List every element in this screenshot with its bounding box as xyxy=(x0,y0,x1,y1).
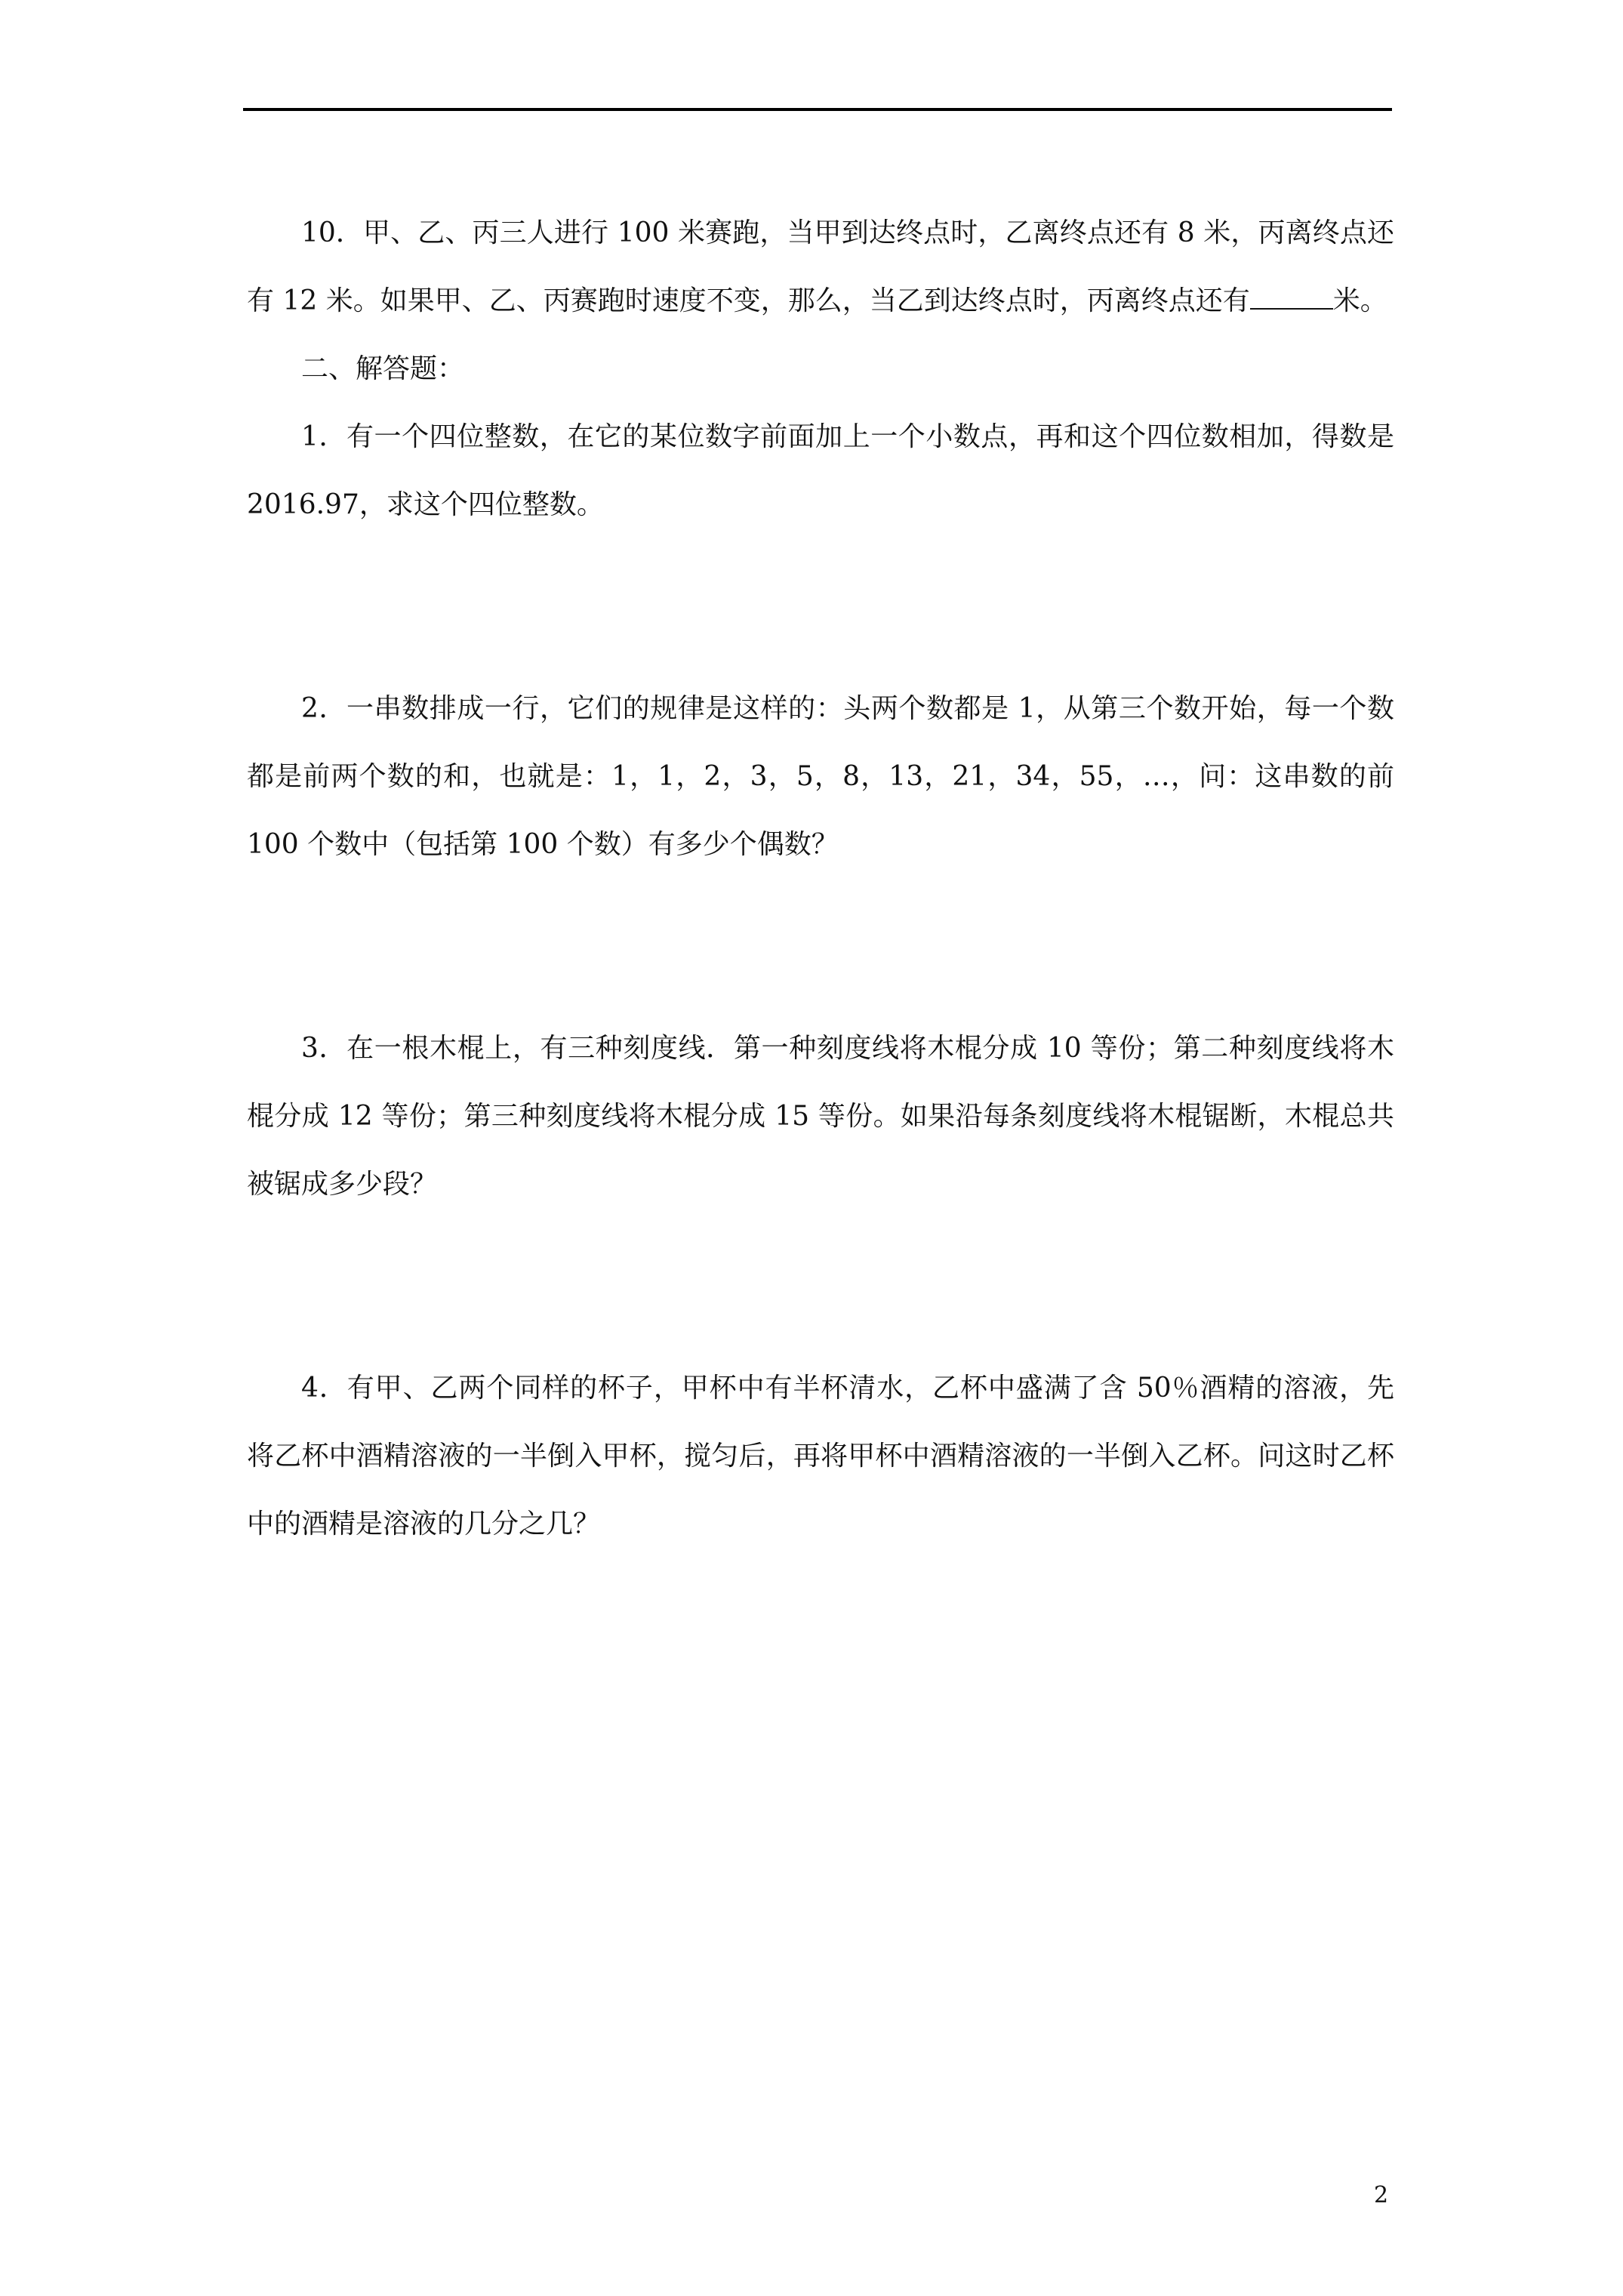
question-2: 2．一串数排成一行，它们的规律是这样的：头两个数都是 1，从第三个数开始，每一个数都是前两个数的和，也就是：1，1，2，3，5，8，13，21，34，55，…，问：这串数的前 100 个数中（包括第 100 个数）有多少个偶数？ xyxy=(247,693,1394,860)
answer-space xyxy=(247,879,1394,1015)
answer-blank xyxy=(1250,285,1333,310)
question-4: 4．有甲、乙两个同样的杯子，甲杯中有半杯清水，乙杯中盛满了含 50％酒精的溶液，先将乙杯中酒精溶液的一半倒入甲杯，搅匀后，再将甲杯中酒精溶液的一半倒入乙杯。问这时乙杯中的酒精是溶液的几分之几？ xyxy=(247,1373,1394,1539)
answer-space xyxy=(247,539,1394,675)
question-10 xyxy=(247,199,1394,335)
page-number: 2 xyxy=(1374,2182,1389,2208)
question-10-unit: 米。 xyxy=(1332,285,1387,316)
document-body xyxy=(247,199,1394,1558)
question-10-text: 10．甲、乙、丙三人进行 100 米赛跑，当甲到达终点时，乙离终点还有 8 米，丙离终点还有 12 米。如果甲、乙、丙赛跑时速度不变，那么，当乙到达终点时，丙离终点还有 xyxy=(247,217,1394,316)
answer-space xyxy=(247,1219,1394,1354)
question-3: 3．在一根木棍上，有三种刻度线．第一种刻度线将木棍分成 10 等份；第二种刻度线将木棍分成 12 等份；第三种刻度线将木棍分成 15 等份。如果沿每条刻度线将木棍锯断，木棍总共被锯成多少段？ xyxy=(247,1033,1394,1200)
header-rule xyxy=(243,108,1392,111)
section-title: 二、解答题： xyxy=(301,353,465,384)
question-1: 1．有一个四位整数，在它的某位数字前面加上一个小数点，再和这个四位数相加，得数是 2016.97，求这个四位整数。 xyxy=(247,421,1394,520)
